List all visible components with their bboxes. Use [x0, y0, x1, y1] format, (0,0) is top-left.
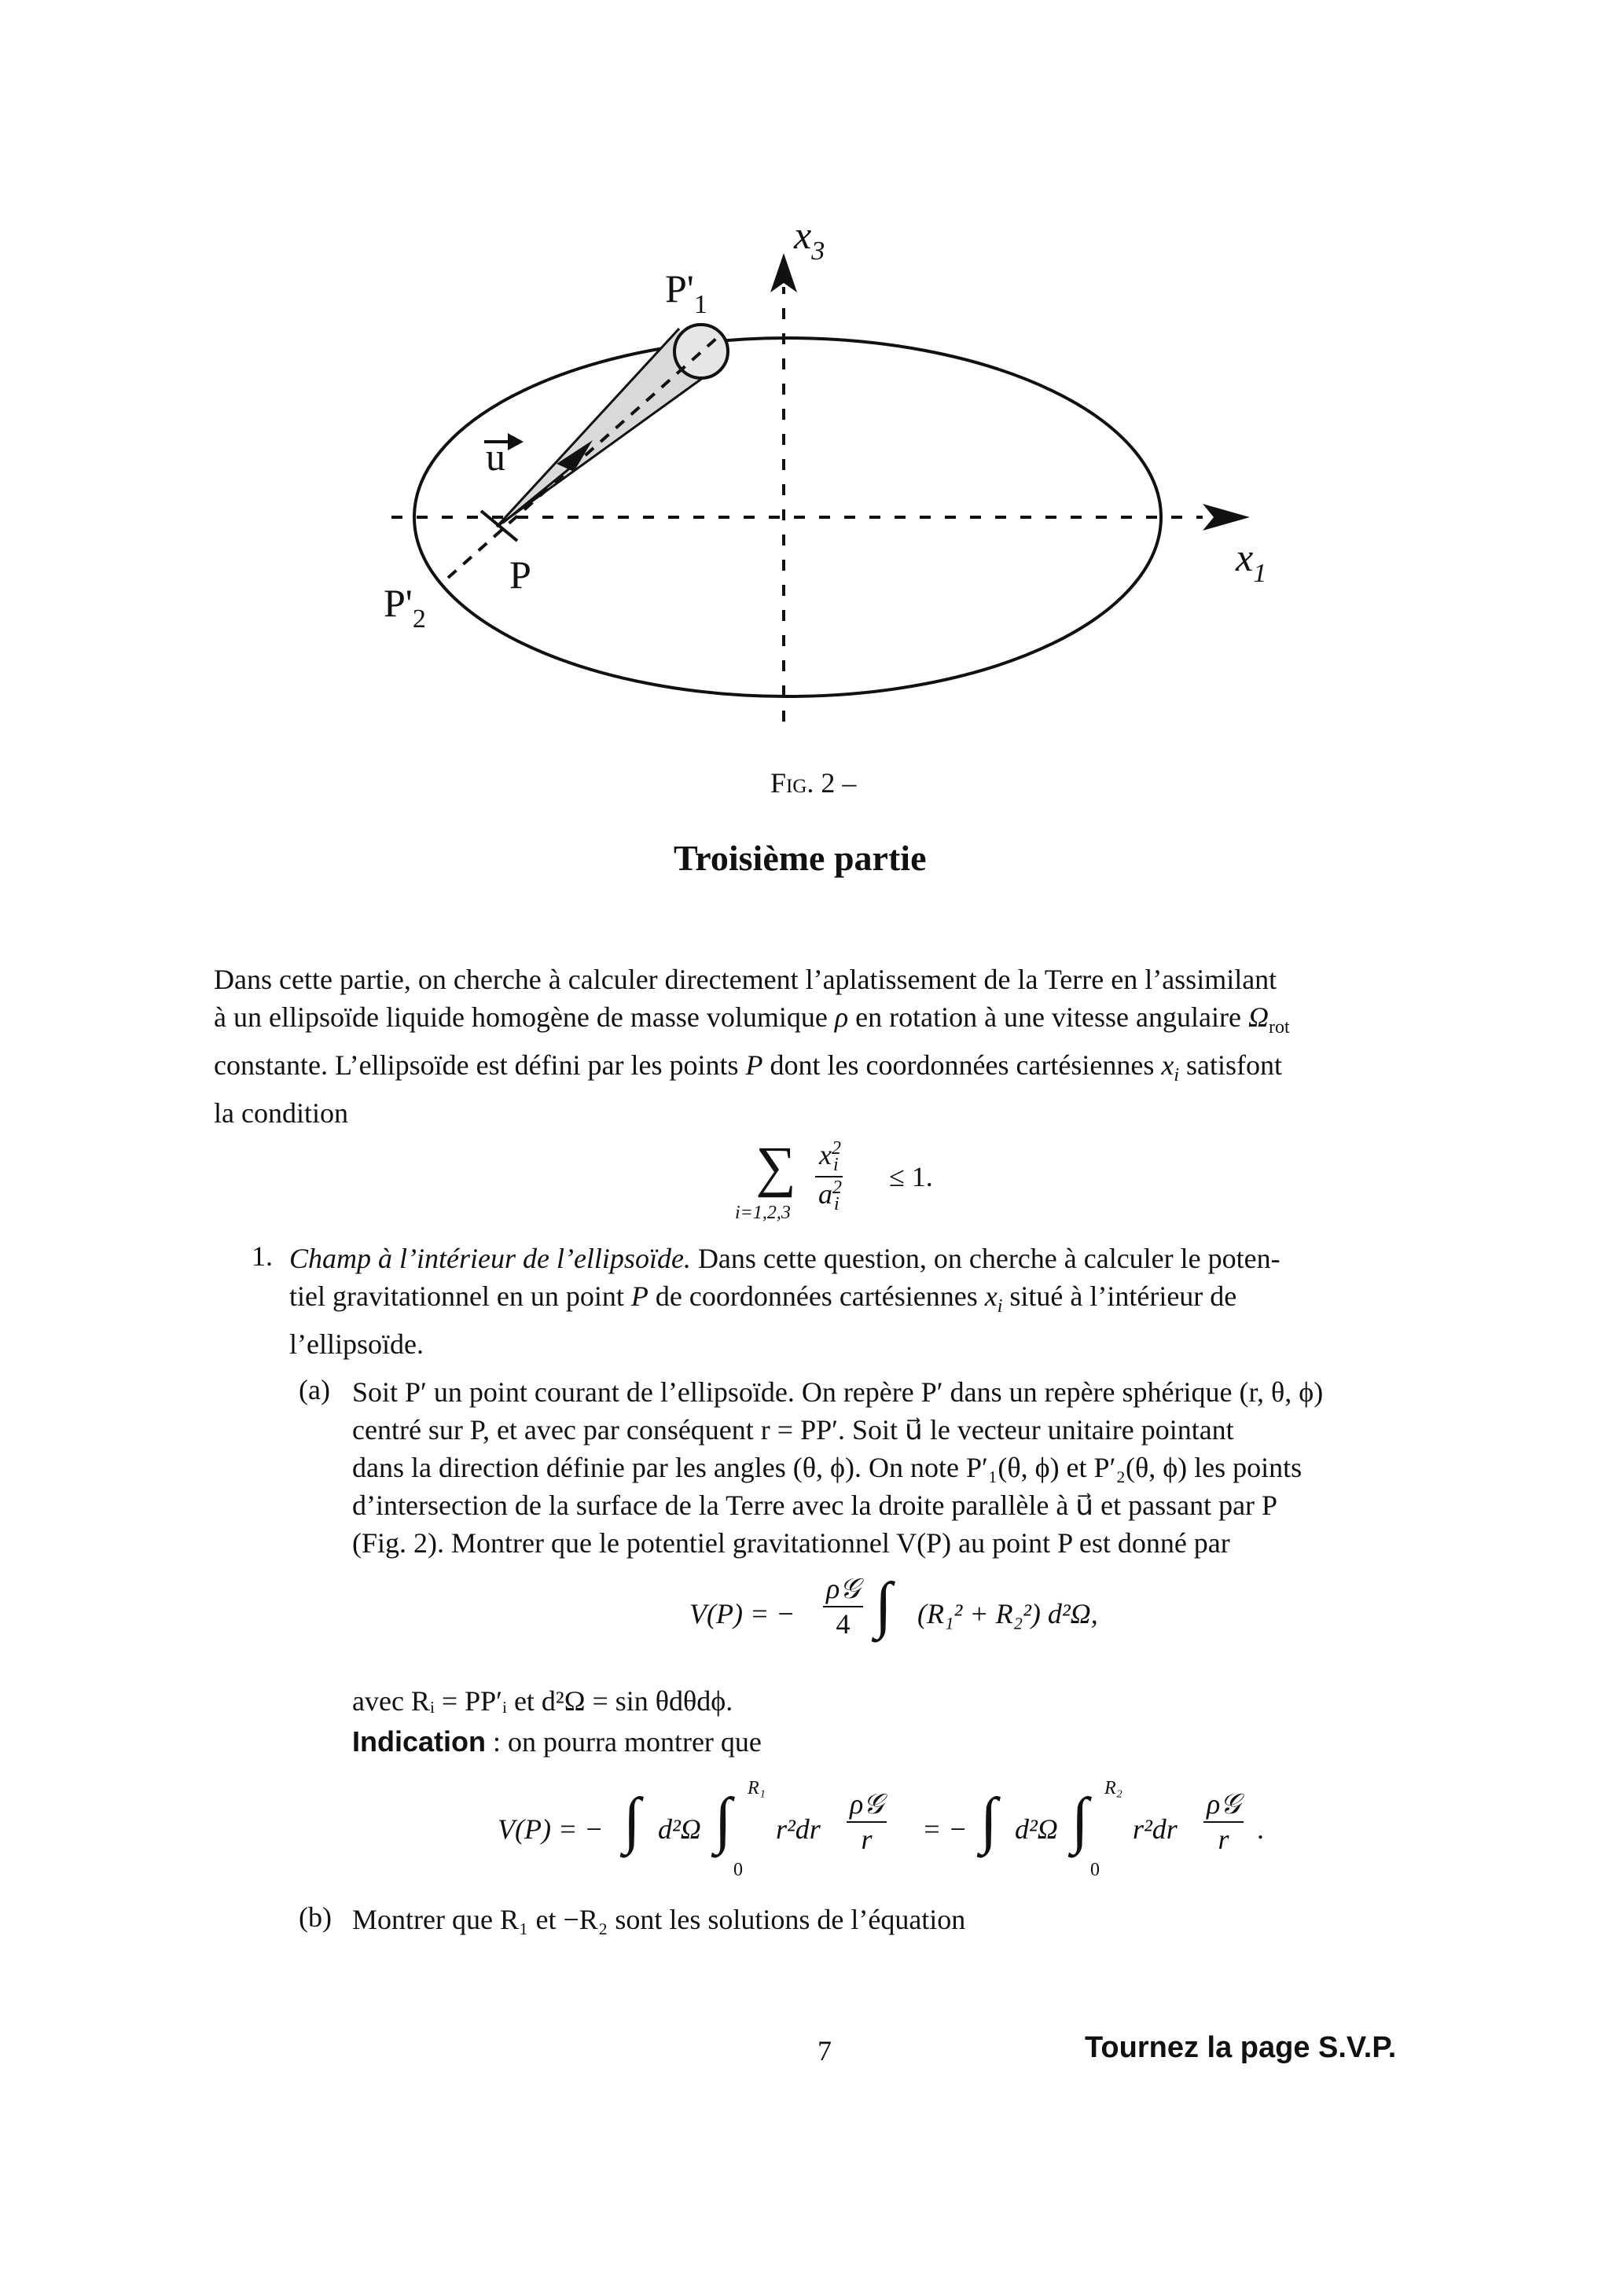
- label-u: u: [486, 435, 505, 479]
- turn-page-note: Tournez la page S.V.P.: [1085, 2031, 1397, 2064]
- intro-line-1: Dans cette partie, on cherche à calculer directement l’aplatissement de la Terre en l’assimilant: [214, 964, 1277, 995]
- q1-text: Champ à l’intérieur de l’ellipsoïde. Dans cette question, on cherche à calculer le poten- tiel gravitationnel en un point P de coordonnées cartésiennes $x_i$ situé à l’intérieur de l’ellipsoïde.: [289, 1243, 1280, 1361]
- intro-line-3: constante. L’ellipsoïde est défini par les points P dont les coordonnées cartésiennes $x_i$ satisfont: [214, 1049, 1283, 1086]
- section-title: Troisième partie: [674, 838, 927, 878]
- intro-line-4: la condition: [214, 1097, 348, 1130]
- qa-label: (a): [299, 1374, 330, 1405]
- u-label-arrowhead: [508, 433, 524, 450]
- equation-indication: V(P) = − ∫ d²Ω ∫ R₁ 0 r²dr $\frac{\text{ρ𝒢}}{r}$ = − ∫ d²Ω ∫ R₂ 0 r²dr $\frac{\text{ρ𝒢}}{r}$ .: [498, 1778, 1264, 1880]
- sum-symbol: ∑: [755, 1135, 796, 1198]
- figure-ellipsoid: [0, 0, 1624, 786]
- qa-line-4: d’intersection de la surface de la Terre avec la droite parallèle à u⃗ et passant par P: [352, 1490, 1278, 1521]
- label-x1: $x_1$: [1236, 535, 1267, 588]
- qa-text: [352, 1373, 1446, 1562]
- page-number: 7: [818, 2035, 832, 2066]
- qa-line-5: (Fig. 2). Montrer que le potentiel gravitationnel V(P) au point P est donné par: [352, 1527, 1230, 1559]
- inequality-rhs: ≤ 1.: [889, 1161, 933, 1192]
- intro-paragraph: [214, 961, 1446, 1132]
- fraction-xi-ai: $\frac{x^2_i}{a^2_i}$: [815, 1138, 843, 1215]
- qb-label: (b): [299, 1901, 332, 1933]
- indication-line: Indication : on pourra montrer que: [352, 1725, 762, 1758]
- qa-line-2: centré sur P, et avec par conséquent r = PP′. Soit u⃗ le vecteur unitaire pointant: [352, 1414, 1234, 1446]
- label-p: P: [509, 553, 531, 597]
- cone-edge-top: [497, 329, 679, 527]
- qa-line-1: Soit P′ un point courant de l’ellipsoïde. On repère P′ dans un repère sphérique (r, θ, ϕ): [352, 1376, 1324, 1408]
- q1-title: Champ à l’intérieur de l’ellipsoïde.: [289, 1243, 691, 1274]
- q1-number: 1.: [252, 1240, 273, 1272]
- figure-caption: Fig. 2 –: [770, 767, 857, 799]
- label-p2: $P'_2$: [384, 581, 426, 634]
- vector-u-shaft: [503, 460, 580, 523]
- qa-line-3: dans la direction définie par les angles (θ, ϕ). On note P′₁(θ, ϕ) et P′₂(θ, ϕ) les points: [352, 1452, 1303, 1483]
- avec-line: avec Rᵢ = PP′ᵢ et d²Ω = sin θdθdϕ.: [352, 1685, 733, 1717]
- intro-line-2: à un ellipsoïde liquide homogène de masse volumique ρ en rotation à une vitesse angulaire $\Omega_{rot}$: [214, 1001, 1290, 1038]
- label-x3: $x_3$: [794, 213, 825, 266]
- label-p1: $P'_1$: [665, 266, 707, 319]
- sum-index: i=1,2,3: [735, 1203, 791, 1223]
- axis-x3-arrowhead: [770, 253, 797, 292]
- axis-x1-arrowhead: [1203, 504, 1250, 531]
- qb-text: Montrer que R₁ et −R₂ sont les solutions de l’équation: [352, 1904, 966, 1935]
- cone-edge-bottom: [497, 376, 706, 527]
